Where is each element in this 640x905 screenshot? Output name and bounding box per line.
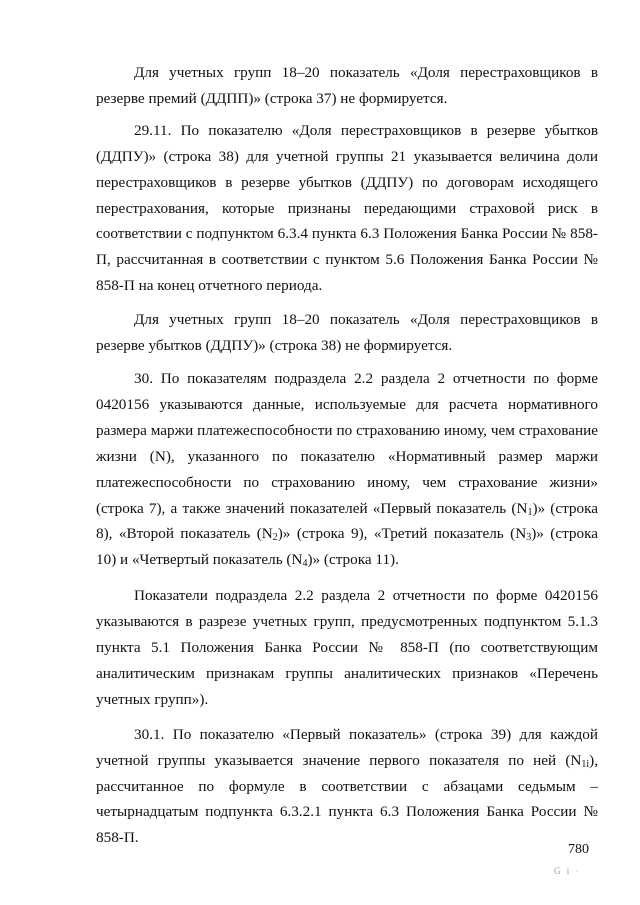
scan-corner-mark: G i · <box>554 866 581 876</box>
paragraph-30-text-b: )» (строка 8), «Второй показатель (N <box>96 499 598 543</box>
paragraph-30-text-c: )» (строка 9), «Третий показатель (N <box>277 525 527 543</box>
subscript-n1i: 1i <box>581 758 590 770</box>
paragraph-groups-18-20-ddpu: Для учетных групп 18–20 показатель «Доля перестраховщиков в резерве убытков (ДДПУ)» (строка 38) не формируется. <box>96 311 598 355</box>
paragraph-30-1 <box>96 722 598 852</box>
paragraph-29-11: 29.11. По показателю «Доля перестраховщиков в резерве убытков (ДДПУ)» (строка 38) для учетной группы 21 указывается величина доли перестраховщиков в резерве убытков (ДДПУ) по договорам исходящего перестрахования, которые признаны передающими страховой риск в соответствии с подпунктом 6.3.4 пункта 6.3 Положения Банка России № 858-П, рассчитанная в соответствии с пунктом 5.6 Положения Банка России № 858-П на конец отчетного периода. <box>96 121 598 295</box>
paragraph-30-text-e: )» (строка 11). <box>307 551 399 569</box>
paragraph-30-text-d: )» (строка 10) и «Четвертый показатель (N <box>96 525 599 569</box>
body-text <box>96 60 598 859</box>
paragraph-30-1-text-b: ), рассчитанное по формуле в соответствии с абзацами седьмым – четырнадцатым подпункта 6.3.2.1 пункта 6.3 Положения Банка России № 858-П. <box>96 751 598 847</box>
subscript-n3: 3 <box>526 532 532 544</box>
paragraph-section-2-2: Показатели подраздела 2.2 раздела 2 отчетности по форме 0420156 указываются в разрезе учетных групп, предусмотренных подпунктом 5.1.3 пункта 5.1 Положения Банка России № 858-П (по соответствующим аналитическим признакам группы аналитических признаков «Перечень учетных групп»). <box>96 587 598 708</box>
subscript-n2: 2 <box>272 532 278 544</box>
subscript-n4: 4 <box>302 558 308 570</box>
paragraph-30 <box>96 366 598 573</box>
subscript-n1: 1 <box>527 506 533 518</box>
paragraph-30-1-text-a: 30.1. По показателю «Первый показатель» (строка 39) для каждой учетной группы указывается значение первого показателя по ней (N <box>96 725 598 769</box>
page-number: 780 <box>568 842 589 857</box>
paragraph-groups-18-20-ddpp: Для учетных групп 18–20 показатель «Доля перестраховщиков в резерве премий (ДДПП)» (строка 37) не формируется. <box>96 64 598 107</box>
paragraph-30-text-a: 30. По показателям подраздела 2.2 раздела 2 отчетности по форме 0420156 указываются данные, используемые для расчета нормативного размера маржи платежеспособности по страхованию иному, чем страхование жизни (N), указанного по показателю «Нормативный размер маржи платежеспособности по страхованию иному, чем страхование жизни» (строка 7), а также значений показателей «Первый показатель (N <box>96 369 598 517</box>
